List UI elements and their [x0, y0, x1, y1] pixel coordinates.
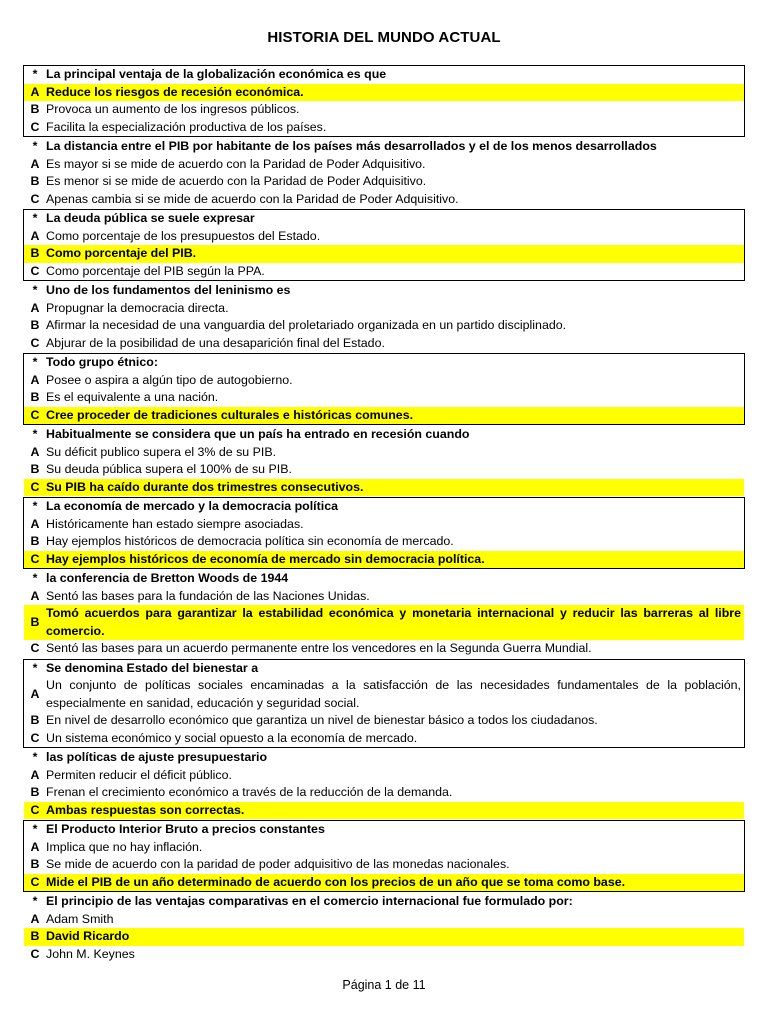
answer-text: Como porcentaje del PIB.: [46, 246, 197, 260]
answer-row-correct: [24, 928, 744, 946]
answer-text: Propugnar la democracia directa.: [46, 300, 229, 315]
answer-letter: C: [30, 874, 40, 889]
answer-row-correct: [24, 551, 744, 569]
answer-text: Su PIB ha caído durante dos trimestres consecutivos.: [46, 479, 364, 494]
question-row: [24, 893, 744, 911]
answer-letter: B: [30, 614, 40, 629]
answer-row-correct: [24, 407, 744, 425]
answer-letter: A: [30, 686, 40, 701]
question-text: Se denomina Estado del bienestar a: [46, 660, 259, 675]
question-block: [23, 425, 745, 497]
question-row: [24, 660, 744, 678]
question-row: [24, 570, 744, 588]
answer-row: [24, 712, 744, 730]
question-row: [24, 210, 744, 228]
answer-letter: B: [30, 785, 40, 799]
answer-text: Como porcentaje del PIB según la PPA.: [46, 263, 265, 278]
answer-letter: A: [30, 228, 40, 243]
answer-letter: B: [30, 390, 40, 404]
question-list: [23, 65, 745, 964]
question-marker: *: [32, 894, 38, 908]
question-block: [23, 281, 745, 353]
answer-letter: C: [30, 263, 40, 278]
answer-row: [24, 372, 744, 390]
question-marker: *: [32, 211, 38, 225]
question-marker: *: [32, 750, 38, 764]
answer-text: Implica que no hay inflación.: [46, 839, 203, 854]
answer-text: Un sistema económico y social opuesto a la economía de mercado.: [46, 730, 418, 745]
answer-letter: A: [30, 300, 40, 315]
question-row: [24, 821, 744, 839]
answer-row: [24, 856, 744, 874]
answer-letter: B: [30, 462, 40, 476]
question-marker: *: [32, 67, 38, 81]
question-row: [24, 282, 744, 300]
question-text: La deuda pública se suele expresar: [46, 211, 255, 225]
page-title: HISTORIA DEL MUNDO ACTUAL: [267, 29, 501, 46]
answer-row: [24, 784, 744, 802]
answer-letter: A: [30, 156, 40, 171]
answer-text: Su deuda pública supera el 100% de su PIB.: [46, 462, 292, 476]
question-block: [23, 748, 745, 820]
answer-letter: C: [30, 641, 40, 655]
answer-letter: C: [30, 335, 40, 350]
question-marker: *: [32, 822, 38, 836]
question-marker: *: [32, 283, 38, 297]
answer-row-correct: [24, 605, 744, 640]
answer-row: [24, 101, 744, 119]
answer-text: Su déficit publico supera el 3% de su PIB.: [46, 444, 277, 459]
answer-letter: C: [30, 946, 40, 961]
page-footer: Página 1 de 11: [342, 978, 426, 992]
answer-letter: A: [30, 839, 40, 854]
answer-text: Un conjunto de políticas sociales encaminadas a la satisfacción de las necesidades fundamentales de la población, especialmente en sanidad, educación y seguridad social.: [46, 678, 741, 710]
answer-row: [24, 389, 744, 407]
answer-text: Facilita la especialización productiva de los países.: [46, 119, 327, 134]
question-marker: *: [32, 499, 38, 513]
answer-letter: B: [30, 929, 40, 943]
answer-row: [24, 516, 744, 534]
answer-row: [24, 191, 744, 209]
answer-text: Sentó las bases para un acuerdo permanente entre los vencedores en la Segunda Guerra Mundial.: [46, 641, 592, 655]
answer-text: Ambas respuestas son correctas.: [46, 802, 245, 817]
answer-letter: B: [30, 102, 40, 116]
answer-row-correct: [24, 874, 744, 892]
question-text: Habitualmente se considera que un país ha entrado en recesión cuando: [46, 427, 470, 441]
answer-row: [24, 228, 744, 246]
question-row: [24, 426, 744, 444]
question-text: El principio de las ventajas comparativas en el comercio internacional fue formulado por:: [46, 894, 573, 908]
answer-row: [24, 767, 744, 785]
question-text: Uno de los fundamentos del leninismo es: [46, 283, 291, 297]
answer-letter: B: [30, 857, 40, 871]
answer-text: Posee o aspira a algún tipo de autogobierno.: [46, 372, 293, 387]
answer-text: Es menor si se mide de acuerdo con la Paridad de Poder Adquisitivo.: [46, 174, 427, 188]
answer-row-correct: [24, 245, 744, 263]
answer-letter: A: [30, 444, 40, 459]
question-text: El Producto Interior Bruto a precios constantes: [46, 822, 325, 836]
question-row: [24, 354, 744, 372]
question-block: [23, 209, 745, 281]
answer-letter: C: [30, 119, 40, 134]
answer-text: Permiten reducir el déficit público.: [46, 767, 232, 782]
answer-letter: C: [30, 730, 40, 745]
question-marker: *: [32, 427, 38, 441]
answer-text: Reduce los riesgos de recesión económica.: [46, 84, 304, 99]
answer-text: Sentó las bases para la fundación de las Naciones Unidas.: [46, 588, 370, 603]
question-row: [24, 66, 744, 84]
question-row: [24, 138, 744, 156]
answer-text: Hay ejemplos históricos de democracia política sin economía de mercado.: [46, 534, 454, 548]
answer-row: [24, 263, 744, 281]
answer-row: [24, 946, 744, 964]
answer-text: Se mide de acuerdo con la paridad de poder adquisitivo de las monedas nacionales.: [46, 857, 510, 871]
question-text: La distancia entre el PIB por habitante de los países más desarrollados y el de los menos desarrollados: [46, 139, 657, 153]
answer-text: Es mayor si se mide de acuerdo con la Paridad de Poder Adquisitivo.: [46, 156, 426, 171]
answer-row: [24, 119, 744, 137]
answer-text: John M. Keynes: [46, 946, 135, 961]
answer-row: [24, 461, 744, 479]
answer-row: [24, 173, 744, 191]
answer-letter: B: [30, 534, 40, 548]
question-block: [23, 65, 745, 137]
answer-text: Abjurar de la posibilidad de una desaparición final del Estado.: [46, 335, 385, 350]
question-block: [23, 353, 745, 425]
answer-text: Provoca un aumento de los ingresos públicos.: [46, 102, 300, 116]
answer-letter: C: [30, 407, 40, 422]
answer-row: [24, 730, 744, 748]
answer-text: Tomó acuerdos para garantizar la estabilidad económica y monetaria internacional y reducir las barreras al libre comercio.: [46, 606, 741, 638]
question-block: [23, 892, 745, 964]
answer-row: [24, 300, 744, 318]
answer-letter: B: [30, 318, 40, 332]
question-row: [24, 498, 744, 516]
answer-text: Apenas cambia si se mide de acuerdo con la Paridad de Poder Adquisitivo.: [46, 191, 459, 206]
answer-text: Mide el PIB de un año determinado de acuerdo con los precios de un año que se toma como base.: [46, 874, 626, 889]
question-block: [23, 659, 745, 749]
question-block: [23, 820, 745, 892]
answer-letter: A: [30, 516, 40, 531]
answer-row: [24, 317, 744, 335]
answer-letter: C: [30, 551, 40, 566]
question-marker: *: [32, 571, 38, 585]
question-block: [23, 497, 745, 569]
answer-letter: A: [30, 911, 40, 926]
answer-text: Históricamente han estado siempre asociadas.: [46, 516, 304, 531]
answer-letter: B: [30, 713, 40, 727]
question-marker: *: [32, 139, 38, 153]
answer-letter: B: [30, 174, 40, 188]
answer-row: [24, 156, 744, 174]
answer-row: [24, 335, 744, 353]
answer-text: Como porcentaje de los presupuestos del Estado.: [46, 228, 321, 243]
question-block: [23, 569, 745, 659]
answer-letter: C: [30, 191, 40, 206]
answer-text: Frenan el crecimiento económico a través de la reducción de la demanda.: [46, 785, 453, 799]
answer-row: [24, 444, 744, 462]
answer-row-correct: [24, 479, 744, 497]
question-text: las políticas de ajuste presupuestario: [46, 750, 268, 764]
answer-row: [24, 588, 744, 606]
answer-letter: C: [30, 802, 40, 817]
answer-row: [24, 911, 744, 929]
answer-text: David Ricardo: [46, 929, 130, 943]
answer-row: [24, 533, 744, 551]
answer-letter: A: [30, 372, 40, 387]
question-text: la conferencia de Bretton Woods de 1944: [46, 571, 289, 585]
answer-row: [24, 839, 744, 857]
answer-text: En nivel de desarrollo económico que garantiza un nivel de bienestar básico a todos los ciudadanos.: [46, 713, 598, 727]
answer-text: Afirmar la necesidad de una vanguardia del proletariado organizada en un partido disciplinado.: [46, 318, 567, 332]
question-row: [24, 749, 744, 767]
answer-letter: C: [30, 479, 40, 494]
answer-text: Hay ejemplos históricos de economía de mercado sin democracia política.: [46, 551, 485, 566]
answer-row-correct: [24, 802, 744, 820]
answer-text: Adam Smith: [46, 911, 114, 926]
question-block: [23, 137, 745, 209]
answer-text: Cree proceder de tradiciones culturales e históricas comunes.: [46, 407, 414, 422]
answer-letter: A: [30, 588, 40, 603]
question-marker: *: [32, 660, 38, 675]
question-text: La principal ventaja de la globalización económica es que: [46, 67, 387, 81]
question-marker: *: [32, 355, 38, 369]
answer-row-correct: [24, 84, 744, 102]
answer-row: [24, 640, 744, 658]
answer-letter: B: [30, 246, 40, 260]
answer-row: [24, 677, 744, 712]
answer-letter: A: [30, 84, 40, 99]
question-text: Todo grupo étnico:: [46, 355, 158, 369]
answer-letter: A: [30, 767, 40, 782]
answer-text: Es el equivalente a una nación.: [46, 390, 219, 404]
question-text: La economía de mercado y la democracia política: [46, 499, 338, 513]
